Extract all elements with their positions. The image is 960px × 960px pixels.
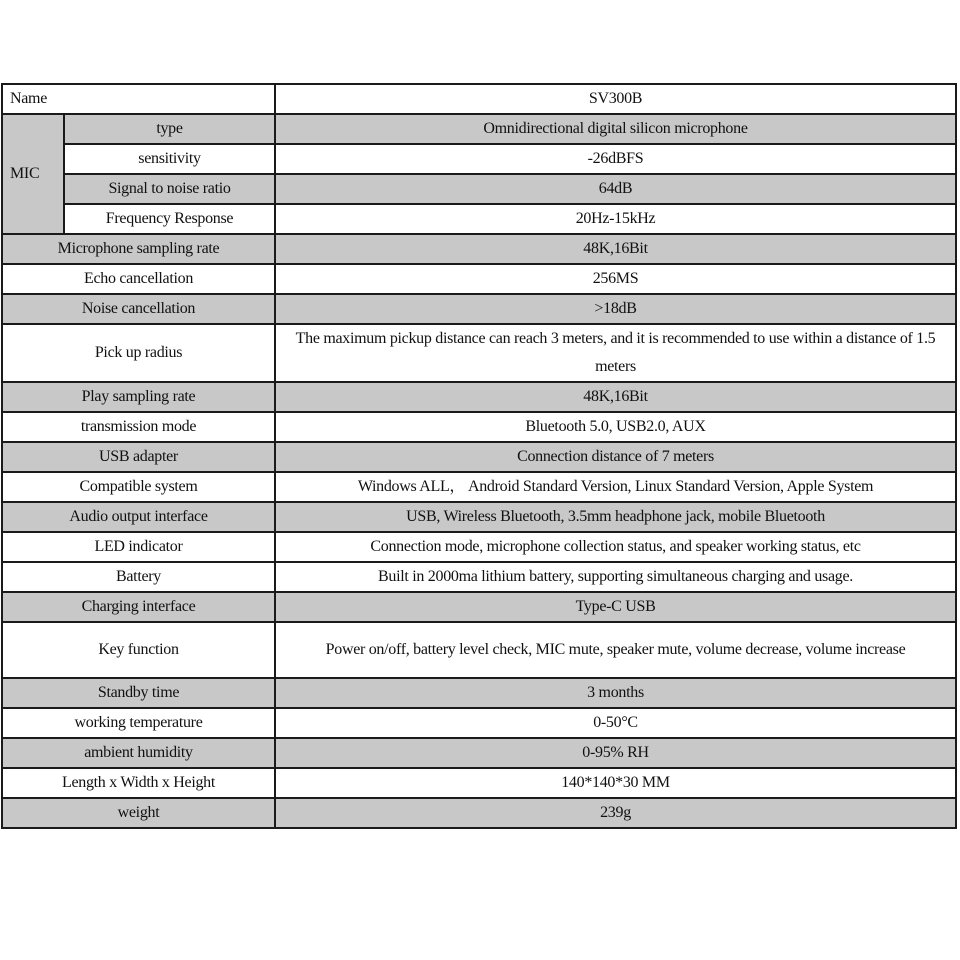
- mic-row-label: Frequency Response: [64, 204, 275, 234]
- table-row: [2, 442, 956, 472]
- spec-value: 0-95% RH: [275, 738, 956, 768]
- spec-value: 0-50°C: [275, 708, 956, 738]
- spec-value: 140*140*30 MM: [275, 768, 956, 798]
- table-row-name: [2, 84, 956, 114]
- spec-value: 256MS: [275, 264, 956, 294]
- table-row: [2, 382, 956, 412]
- mic-row-label: sensitivity: [64, 144, 275, 174]
- table-row: [2, 678, 956, 708]
- spec-label: transmission mode: [2, 412, 275, 442]
- spec-value: 3 months: [275, 678, 956, 708]
- spec-value: 48K,16Bit: [275, 234, 956, 264]
- spec-value: 239g: [275, 798, 956, 828]
- spec-value: Power on/off, battery level check, MIC mute, speaker mute, volume decrease, volume increase: [275, 622, 956, 678]
- spec-value: Connection mode, microphone collection status, and speaker working status, etc: [275, 532, 956, 562]
- mic-row-value: 20Hz-15kHz: [275, 204, 956, 234]
- spec-value: Connection distance of 7 meters: [275, 442, 956, 472]
- spec-label: Pick up radius: [2, 324, 275, 382]
- spec-value: Built in 2000ma lithium battery, supporting simultaneous charging and usage.: [275, 562, 956, 592]
- spec-label: Noise cancellation: [2, 294, 275, 324]
- spec-label: Charging interface: [2, 592, 275, 622]
- table-row: [2, 622, 956, 678]
- spec-label: ambient humidity: [2, 738, 275, 768]
- name-label: Name: [2, 84, 275, 114]
- spec-value: Type-C USB: [275, 592, 956, 622]
- table-row-mic-sensitivity: [2, 144, 956, 174]
- table-row: [2, 294, 956, 324]
- name-value: SV300B: [275, 84, 956, 114]
- spec-label: Compatible system: [2, 472, 275, 502]
- spec-label: Key function: [2, 622, 275, 678]
- table-row: [2, 592, 956, 622]
- mic-row-value: Omnidirectional digital silicon microphone: [275, 114, 956, 144]
- table-row-mic-frequency: [2, 204, 956, 234]
- spec-value: The maximum pickup distance can reach 3 meters, and it is recommended to use within a distance of 1.5 meters: [275, 324, 956, 382]
- table-row: [2, 532, 956, 562]
- table-row: [2, 324, 956, 382]
- table-row: [2, 768, 956, 798]
- spec-label: Echo cancellation: [2, 264, 275, 294]
- table-row: [2, 264, 956, 294]
- table-row: [2, 798, 956, 828]
- table-row: [2, 562, 956, 592]
- table-row: [2, 234, 956, 264]
- mic-row-label: type: [64, 114, 275, 144]
- table-row: [2, 502, 956, 532]
- spec-label: working temperature: [2, 708, 275, 738]
- spec-value: Bluetooth 5.0, USB2.0, AUX: [275, 412, 956, 442]
- table-row-mic-snr: [2, 174, 956, 204]
- spec-label: Battery: [2, 562, 275, 592]
- spec-table: [1, 83, 957, 829]
- spec-label: Standby time: [2, 678, 275, 708]
- spec-value: USB, Wireless Bluetooth, 3.5mm headphone jack, mobile Bluetooth: [275, 502, 956, 532]
- spec-label: weight: [2, 798, 275, 828]
- mic-group-label: MIC: [2, 114, 64, 234]
- table-row: [2, 412, 956, 442]
- spec-label: LED indicator: [2, 532, 275, 562]
- spec-value: >18dB: [275, 294, 956, 324]
- table-row: [2, 738, 956, 768]
- table-row: [2, 472, 956, 502]
- mic-row-value: -26dBFS: [275, 144, 956, 174]
- mic-row-label: Signal to noise ratio: [64, 174, 275, 204]
- spec-label: Length x Width x Height: [2, 768, 275, 798]
- spec-label: Play sampling rate: [2, 382, 275, 412]
- spec-value: 48K,16Bit: [275, 382, 956, 412]
- table-row: [2, 708, 956, 738]
- spec-value: Windows ALL， Android Standard Version, Linux Standard Version, Apple System: [275, 472, 956, 502]
- spec-label: Audio output interface: [2, 502, 275, 532]
- spec-label: USB adapter: [2, 442, 275, 472]
- table-row-mic-type: [2, 114, 956, 144]
- mic-row-value: 64dB: [275, 174, 956, 204]
- spec-label: Microphone sampling rate: [2, 234, 275, 264]
